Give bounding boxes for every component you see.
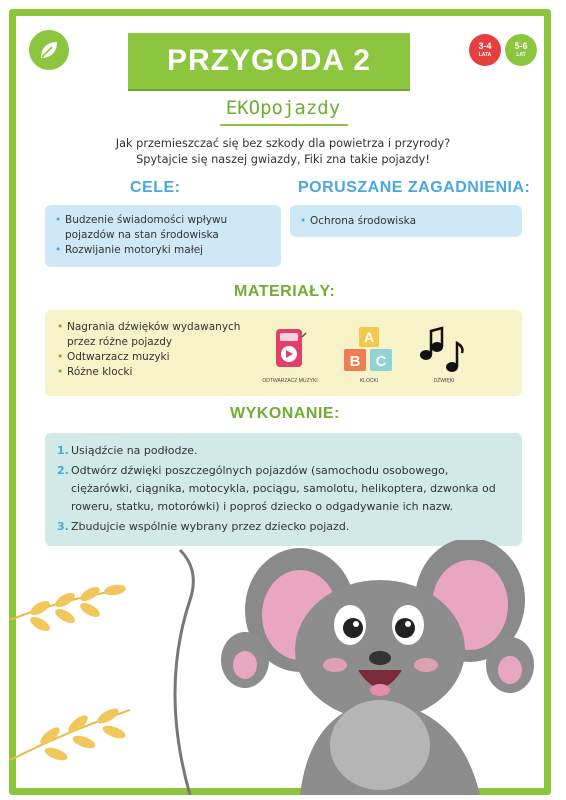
subtitle: EKOpojazdy xyxy=(225,97,341,119)
list-item: • Rozwijanie motoryki małej xyxy=(55,243,271,258)
age-badge-3-4 xyxy=(469,34,501,66)
page-title: PRZYGODA 2 xyxy=(167,44,371,77)
intro-line-2: Spytajcie się naszej gwiazdy, Fiki zna takie pojazdy! xyxy=(136,153,430,166)
block-letter-a: A xyxy=(363,329,375,345)
music-notes-icon xyxy=(416,325,468,377)
age-unit: LAT xyxy=(516,52,526,58)
blocks-icon xyxy=(340,325,398,377)
step-text: Zbudujcie wspólnie wybrany przez dziecko pojazd. xyxy=(71,520,350,533)
execution-box xyxy=(45,433,522,546)
goals-heading: CELE: xyxy=(130,179,181,196)
age-range: 3-4 xyxy=(478,41,492,51)
topics-list xyxy=(300,214,512,229)
goals-list xyxy=(55,213,271,258)
age-unit: LATA xyxy=(478,52,492,58)
intro-text xyxy=(60,136,506,168)
block-letter-b: B xyxy=(349,353,361,370)
list-item: • Odtwarzacz muzyki xyxy=(57,350,257,365)
execution-steps xyxy=(57,442,510,536)
list-item: • Ochrona środowiska xyxy=(300,214,512,229)
age-badge-5-6 xyxy=(505,34,537,66)
music-player-label: ODTWARZACZ MUZYKI xyxy=(262,378,318,384)
step-item xyxy=(57,518,510,536)
step-item xyxy=(57,462,510,516)
step-number: 1. xyxy=(57,444,69,457)
topics-heading: PORUSZANE ZAGADNIENIA: xyxy=(298,179,531,196)
materials-heading: MATERIAŁY: xyxy=(234,283,336,300)
execution-heading: WYKONANIE: xyxy=(230,405,340,422)
step-number: 2. xyxy=(57,464,69,477)
step-text: Odtwórz dźwięki poszczególnych pojazdów (samochodu osobowego, ciężarówki, ciągnika, motocykla, pociągu, samolotu, helikoptera, dzwonka od roweru, statku, motorówki) i poproś dziecko o odgadywanie ich nazw. xyxy=(71,464,496,513)
mouse-mascot-illustration xyxy=(150,540,550,795)
block-letter-c: C xyxy=(375,353,387,370)
step-text: Usiądźcie na podłodze. xyxy=(71,444,198,457)
sounds-label: DŹWIĘKI xyxy=(433,378,455,384)
list-item: • Budzenie świadomości wpływu pojazdów na stan środowiska xyxy=(55,213,271,243)
age-range: 5-6 xyxy=(514,41,528,51)
blocks-label: KLOCKI xyxy=(359,378,379,384)
materials-list xyxy=(57,320,257,380)
subtitle-underline xyxy=(220,124,348,126)
list-item: • Nagrania dźwięków wydawanych przez różne pojazdy xyxy=(57,320,257,350)
title-banner xyxy=(128,33,410,89)
step-number: 3. xyxy=(57,520,69,533)
leaf-icon xyxy=(29,30,69,70)
wheat-illustration xyxy=(10,560,150,790)
music-player-icon xyxy=(270,325,308,375)
list-item: • Różne klocki xyxy=(57,365,257,380)
step-item xyxy=(57,442,510,460)
goals-box xyxy=(45,205,281,267)
intro-line-1: Jak przemieszczać się bez szkody dla powietrza i przyrody? xyxy=(115,137,451,150)
topics-box xyxy=(290,205,522,237)
